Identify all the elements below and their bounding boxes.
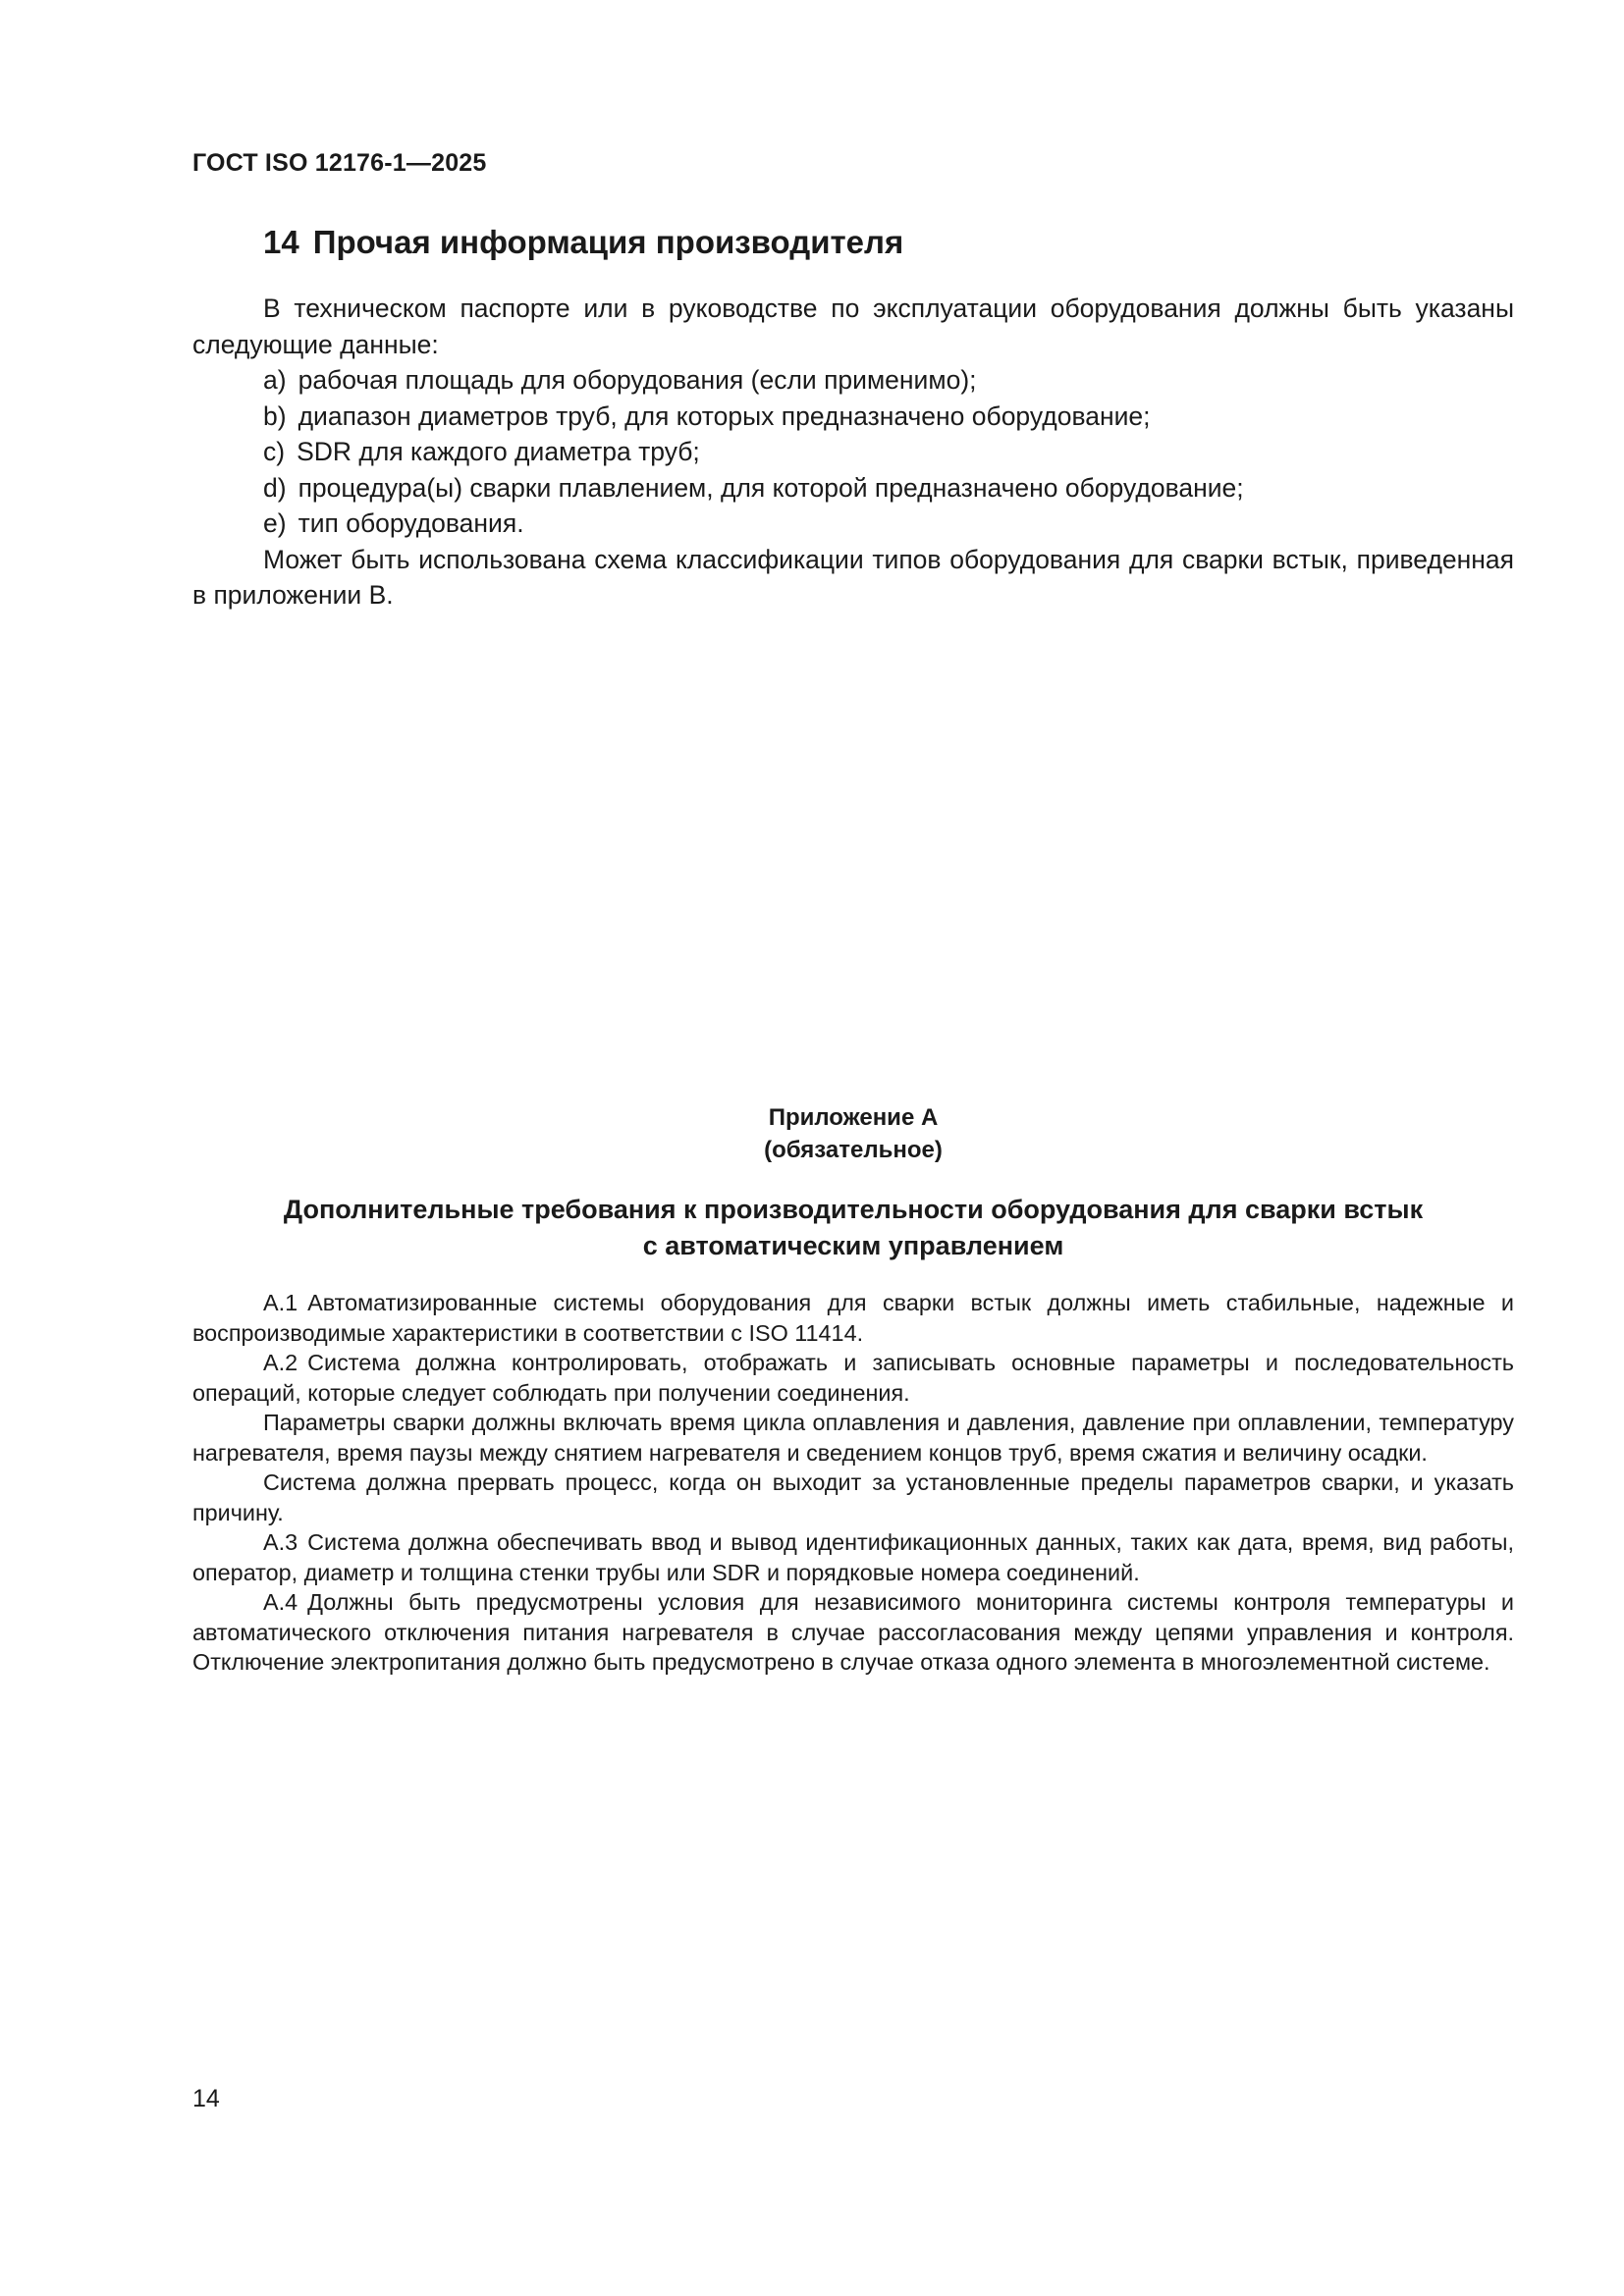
list-item: a) рабочая площадь для оборудования (если применимо); xyxy=(263,365,977,395)
section-14-body xyxy=(192,291,1514,614)
section-number: 14 xyxy=(263,224,299,260)
section-intro: В техническом паспорте или в руководстве по эксплуатации оборудования должны быть указаны следующие данные: xyxy=(192,294,1514,359)
list-item: d) процедура(ы) сварки плавлением, для которой предназначено оборудование; xyxy=(263,472,1244,503)
list-item: e) тип оборудования. xyxy=(263,508,524,538)
list-item: c) SDR для каждого диаметра труб; xyxy=(263,437,700,466)
annex-label: Приложение А xyxy=(768,1104,939,1131)
annex-paragraph: А.3 Система должна обеспечивать ввод и вывод идентификационных данных, таких как дата, время, вид работы, оператор, диаметр и толщина стенки трубы или SDR и порядковые номера соединений. xyxy=(192,1529,1514,1585)
section-14-heading xyxy=(263,224,903,261)
annex-title-line-2: с автоматическим управлением xyxy=(642,1231,1064,1260)
annex-title-line-1: Дополнительные требования к производительности оборудования для сварки встык xyxy=(283,1195,1424,1224)
annex-body xyxy=(192,1288,1514,1678)
annex-paragraph: А.2 Система должна контролировать, отображать и записывать основные параметры и последовательность операций, которые следует соблюдать при получении соединения. xyxy=(192,1350,1514,1406)
annex-paragraph: А.4 Должны быть предусмотрены условия для независимого мониторинга системы контроля температуры и автоматического отключения питания нагревателя в случае рассогласования между цепями управления и контроля. Отключение электропитания должно быть предусмотрено в случае отказа одного элемента в многоэлементной системе. xyxy=(192,1589,1514,1675)
annex-paragraph: Система должна прервать процесс, когда он выходит за установленные пределы параметров сварки, и указать причину. xyxy=(192,1469,1514,1525)
annex-paragraph: Параметры сварки должны включать время цикла оплавления и давления, давление при оплавлении, температуру нагревателя, время паузы между снятием нагревателя и сведением концов труб, время сжатия и величину осадки. xyxy=(192,1410,1514,1466)
page-number: 14 xyxy=(192,2085,220,2112)
section-title: Прочая информация производителя xyxy=(312,224,904,260)
annex-status: (обязательное) xyxy=(764,1137,943,1163)
annex-paragraph: А.1 Автоматизированные системы оборудования для сварки встык должны иметь стабильные, надежные и воспроизводимые характеристики в соответствии с ISO 11414. xyxy=(192,1290,1514,1346)
list-item: b) диапазон диаметров труб, для которых предназначено оборудование; xyxy=(263,400,1151,431)
section-closing: Может быть использована схема классификации типов оборудования для сварки встык, приведенная в приложении В. xyxy=(192,544,1514,610)
document-code-header: ГОСТ ISO 12176-1—2025 xyxy=(192,149,487,177)
